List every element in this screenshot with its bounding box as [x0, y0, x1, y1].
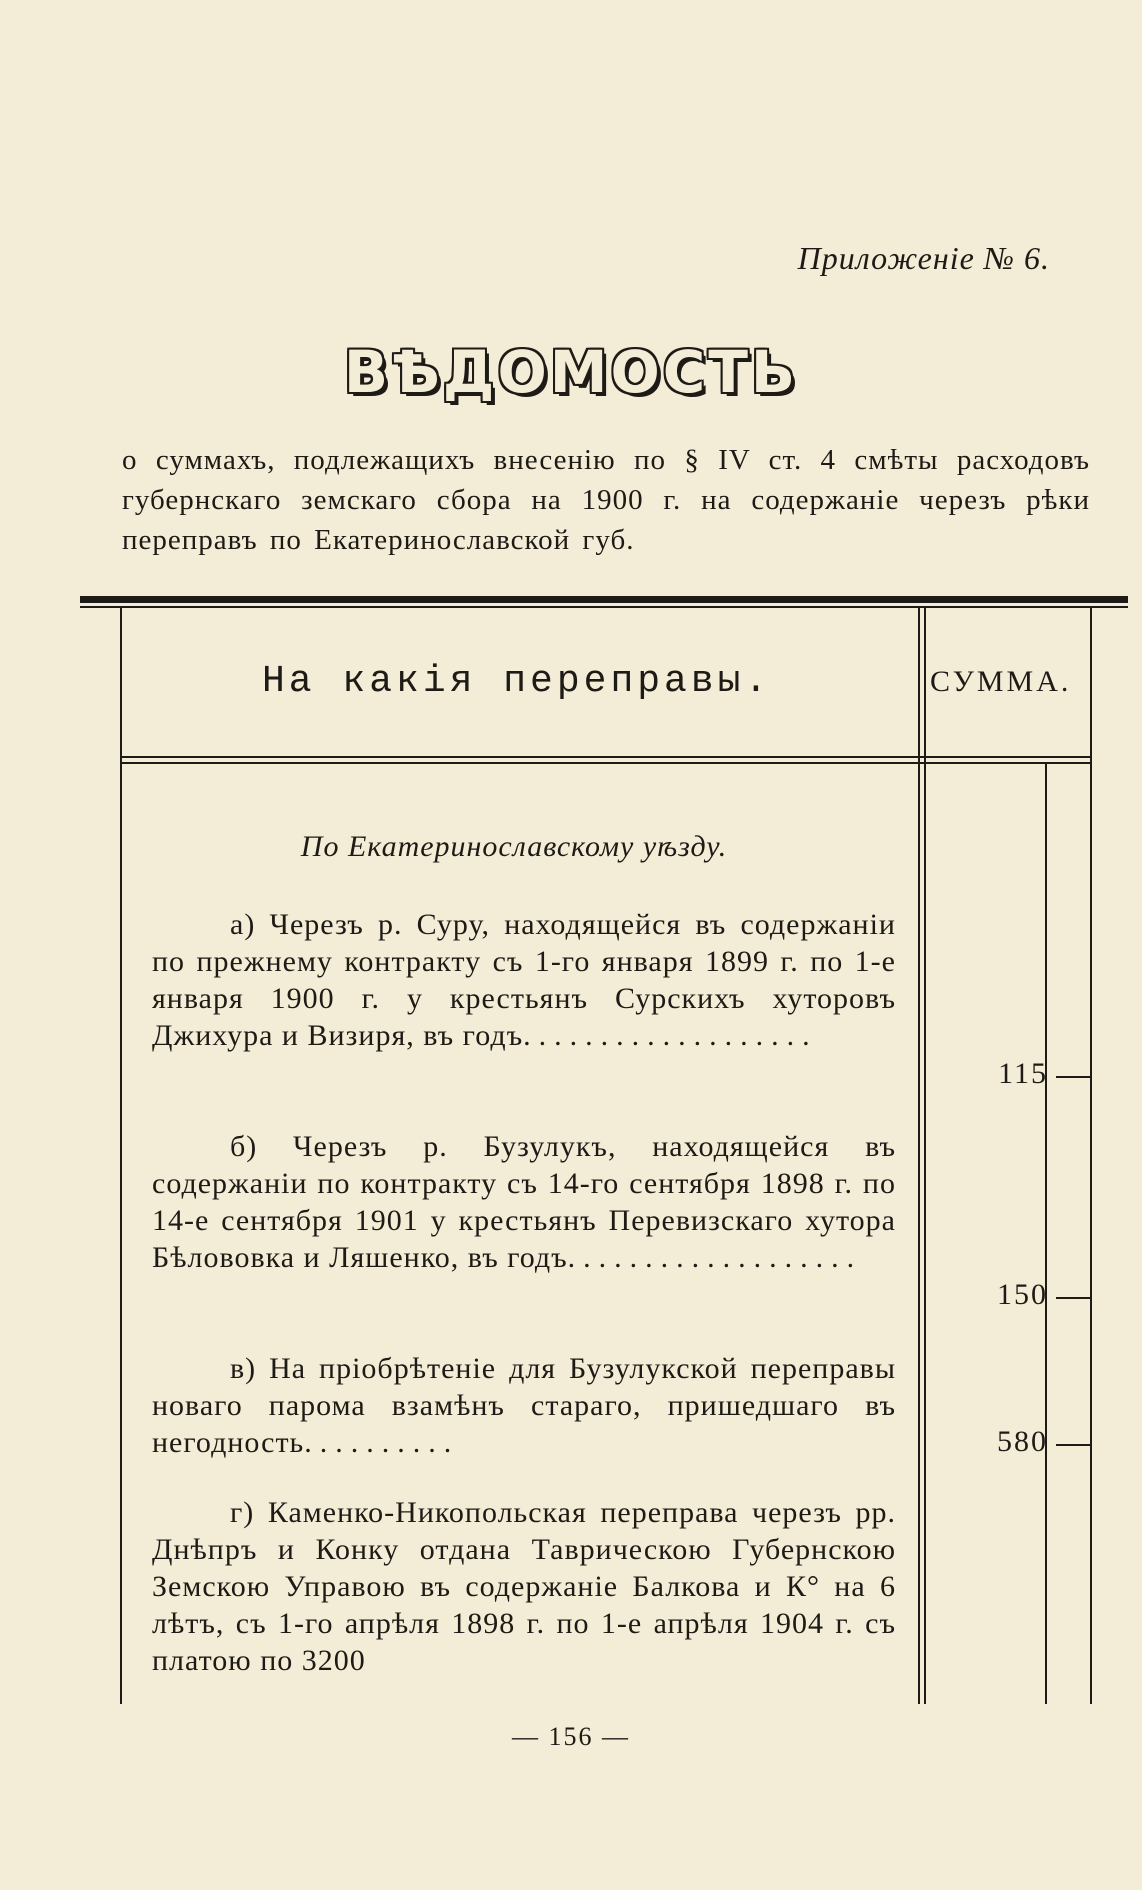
entry-leader-dots: ...................	[567, 1241, 863, 1274]
entry-text: г) Каменко-Никопольская переправа черезъ рр. Днѣпръ и Конку отдана Таврическою Губернскою Земскою Управою въ содержаніе Балкова и К° на 6 лѣтъ, съ 1-го апрѣля 1898 г. по 1-е апрѣля 1904 г. съ платою по 3200	[152, 1496, 896, 1677]
entry-c	[152, 1350, 896, 1461]
entry-text: в) На пріобрѣтеніе для Бузулукской переправы новаго парома взамѣнъ стараго, пришедшаго въ негодность	[152, 1352, 896, 1459]
entry-c-amount: 580	[997, 1425, 1048, 1458]
table-sum-divider-inner	[924, 608, 926, 1704]
table-kopek-divider	[1045, 764, 1047, 1704]
table-header-rule	[120, 756, 1092, 758]
appendix-label: Приложеніе № 6.	[797, 240, 1050, 276]
entry-a-amount: 115	[998, 1057, 1048, 1090]
document-subtitle: о суммахъ, подлежащихъ внесенію по § IV ст. 4 смѣты расходовъ губернскаго земскаго сбора на 1900 г. на содержаніе черезъ рѣки переправъ по Екатеринославской губ.	[122, 444, 1090, 556]
entry-text: б) Черезъ р. Бузулукъ, находящейся въ содержаніи по контракту съ 14-го сентября 1898 г. по 14-е сентября 1901 у крестьянъ Перевизскаго хутора Бѣлововка и Ляшенко, въ годъ	[152, 1130, 896, 1274]
entry-text: а) Черезъ р. Суру, находящейся въ содержаніи по прежнему контракту съ 1-го января 1899 г. по 1-е января 1900 г. у крестьянъ Сурскихъ хуторовъ Джихура и Визиря, въ годъ	[152, 908, 896, 1052]
column-header-sum: СУММА.	[930, 665, 1072, 698]
district-heading: По Екатеринославскому уѣзду.	[300, 830, 728, 863]
entry-c-kopek-dash	[1056, 1444, 1090, 1446]
entry-leader-dots: ...................	[523, 1019, 818, 1052]
table-header-rule-2	[120, 762, 1092, 764]
entry-a	[152, 906, 896, 1054]
table-sum-divider	[918, 608, 920, 1704]
entry-b	[152, 1128, 896, 1276]
document-title: ВѢДОМОСТЬ	[343, 338, 799, 406]
entry-a-kopek-dash	[1056, 1076, 1090, 1078]
entry-b-amount: 150	[997, 1278, 1048, 1311]
header-rule-thick	[80, 596, 1128, 603]
entry-b-kopek-dash	[1056, 1297, 1090, 1299]
header-rule-thin	[80, 606, 1128, 608]
page-number: — 156 —	[512, 1722, 630, 1751]
table-right-border	[1090, 608, 1092, 1704]
column-header-crossings: На какія переправы.	[262, 660, 772, 703]
entry-d	[152, 1494, 896, 1679]
entry-leader-dots: ..........	[304, 1426, 460, 1459]
table-left-border	[120, 608, 122, 1704]
